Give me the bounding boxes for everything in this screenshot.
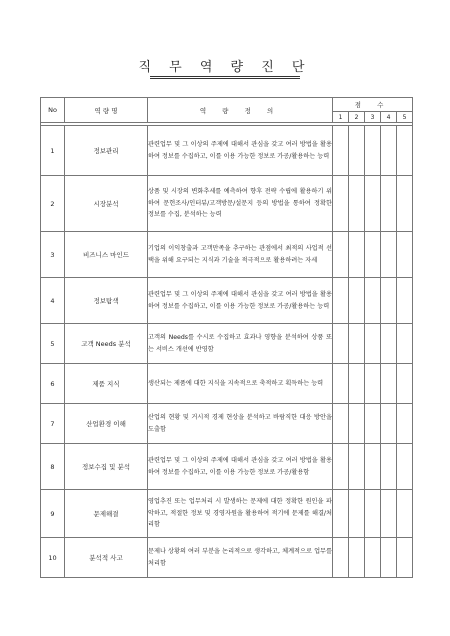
score-cell-1[interactable] bbox=[333, 126, 349, 176]
header-score-level: 5 bbox=[397, 112, 413, 123]
score-cell-4[interactable] bbox=[381, 126, 397, 176]
score-cell-1[interactable] bbox=[333, 176, 349, 232]
score-cell-2[interactable] bbox=[349, 278, 365, 324]
score-cell-1[interactable] bbox=[333, 278, 349, 324]
row-number: 5 bbox=[41, 324, 65, 364]
score-cell-4[interactable] bbox=[381, 176, 397, 232]
row-number: 6 bbox=[41, 364, 65, 404]
title-underline bbox=[150, 76, 300, 77]
score-cell-2[interactable] bbox=[349, 404, 365, 444]
score-cell-2[interactable] bbox=[349, 232, 365, 278]
competency-definition: 생산되는 제품에 대한 지식을 지속적으로 축적하고 획득하는 능력 bbox=[148, 364, 333, 404]
competency-name: 고객 Needs 분석 bbox=[65, 324, 148, 364]
row-number: 8 bbox=[41, 444, 65, 490]
score-cell-3[interactable] bbox=[365, 232, 381, 278]
header-competency-definition: 역 량 정 의 bbox=[148, 98, 333, 123]
score-cell-1[interactable] bbox=[333, 232, 349, 278]
table-row bbox=[41, 232, 413, 278]
score-cell-3[interactable] bbox=[365, 126, 381, 176]
table-row bbox=[41, 404, 413, 444]
score-cell-5[interactable] bbox=[397, 126, 413, 176]
score-cell-1[interactable] bbox=[333, 538, 349, 578]
score-cell-5[interactable] bbox=[397, 404, 413, 444]
score-cell-4[interactable] bbox=[381, 490, 397, 538]
score-cell-2[interactable] bbox=[349, 364, 365, 404]
competency-definition: 산업의 현황 및 거시적 경제 현상을 분석하고 바람직한 대응 방안을 도출함 bbox=[148, 404, 333, 444]
score-cell-1[interactable] bbox=[333, 404, 349, 444]
score-cell-5[interactable] bbox=[397, 176, 413, 232]
score-cell-4[interactable] bbox=[381, 404, 397, 444]
row-number: 4 bbox=[41, 278, 65, 324]
row-number: 9 bbox=[41, 490, 65, 538]
competency-definition: 고객의 Needs를 수시로 수집하고 효과나 영향을 분석하여 상품 또는 서비스 개선에 반영함 bbox=[148, 324, 333, 364]
competency-name: 분석적 사고 bbox=[65, 538, 148, 578]
score-cell-5[interactable] bbox=[397, 444, 413, 490]
score-cell-3[interactable] bbox=[365, 278, 381, 324]
score-cell-5[interactable] bbox=[397, 324, 413, 364]
row-number: 7 bbox=[41, 404, 65, 444]
table-row bbox=[41, 324, 413, 364]
competency-definition: 관련업무 및 그 이상의 주제에 대해서 관심을 갖고 여러 방법을 활용하여 정보를 수집하고, 이를 이용 가능한 정보로 가공/활용하는 능력 bbox=[148, 278, 333, 324]
competency-name: 산업환경 이해 bbox=[65, 404, 148, 444]
score-cell-3[interactable] bbox=[365, 538, 381, 578]
competency-table bbox=[40, 97, 413, 578]
table-row bbox=[41, 538, 413, 578]
competency-definition: 상품 및 시장의 변화추세를 예측하여 향후 전략 수립에 활용하기 위하여 문헌조사/인터뷰/고객방문/설문지 등의 방법을 통하여 정확한 정보를 수집, 분석하는 능력 bbox=[148, 176, 333, 232]
table-row bbox=[41, 126, 413, 176]
header-score-level: 1 bbox=[333, 112, 349, 123]
competency-name: 정보관리 bbox=[65, 126, 148, 176]
row-number: 10 bbox=[41, 538, 65, 578]
score-cell-1[interactable] bbox=[333, 324, 349, 364]
table-row bbox=[41, 278, 413, 324]
score-cell-3[interactable] bbox=[365, 176, 381, 232]
score-cell-4[interactable] bbox=[381, 278, 397, 324]
score-cell-2[interactable] bbox=[349, 324, 365, 364]
score-cell-1[interactable] bbox=[333, 444, 349, 490]
score-cell-3[interactable] bbox=[365, 404, 381, 444]
header-score-level: 2 bbox=[349, 112, 365, 123]
competency-definition: 영업추진 또는 업무처리 시 발생하는 문제에 대한 정확한 원인을 파악하고, 적절한 정보 및 경영자원을 활용하여 적기에 문제를 해결/처리함 bbox=[148, 490, 333, 538]
score-cell-3[interactable] bbox=[365, 324, 381, 364]
score-cell-4[interactable] bbox=[381, 324, 397, 364]
table-row bbox=[41, 490, 413, 538]
score-cell-2[interactable] bbox=[349, 126, 365, 176]
score-cell-5[interactable] bbox=[397, 278, 413, 324]
score-cell-2[interactable] bbox=[349, 444, 365, 490]
score-cell-3[interactable] bbox=[365, 444, 381, 490]
competency-definition: 관련업무 및 그 이상의 주제에 대해서 관심을 갖고 여러 방법을 활용하여 정보를 수집하고, 이를 이용 가능한 정보로 가공/활용함 bbox=[148, 444, 333, 490]
header-score: 점 수 bbox=[333, 98, 413, 112]
score-cell-4[interactable] bbox=[381, 232, 397, 278]
score-cell-4[interactable] bbox=[381, 364, 397, 404]
score-cell-1[interactable] bbox=[333, 364, 349, 404]
page-title: 직 무 역 량 진 단 bbox=[138, 60, 312, 75]
score-cell-2[interactable] bbox=[349, 538, 365, 578]
competency-name: 비즈니스 마인드 bbox=[65, 232, 148, 278]
score-cell-4[interactable] bbox=[381, 444, 397, 490]
competency-name: 정보수집 및 분석 bbox=[65, 444, 148, 490]
score-cell-2[interactable] bbox=[349, 176, 365, 232]
row-number: 1 bbox=[41, 126, 65, 176]
competency-definition: 문제나 상황의 여러 부분을 논리적으로 생각하고, 체계적으로 업무를 처리함 bbox=[148, 538, 333, 578]
header-no: No bbox=[41, 98, 65, 123]
score-cell-5[interactable] bbox=[397, 364, 413, 404]
score-cell-2[interactable] bbox=[349, 490, 365, 538]
competency-name: 문제해결 bbox=[65, 490, 148, 538]
row-number: 2 bbox=[41, 176, 65, 232]
header-score-level: 3 bbox=[365, 112, 381, 123]
competency-name: 시장분석 bbox=[65, 176, 148, 232]
competency-definition: 기업의 이익창출과 고객만족을 추구하는 관점에서 최적의 사업적 선택을 위해 요구되는 지식과 기술을 적극적으로 활용하려는 자세 bbox=[148, 232, 333, 278]
score-cell-5[interactable] bbox=[397, 538, 413, 578]
title-underline-second bbox=[150, 78, 300, 79]
header-score-level: 4 bbox=[381, 112, 397, 123]
score-cell-5[interactable] bbox=[397, 232, 413, 278]
score-cell-5[interactable] bbox=[397, 490, 413, 538]
table-row bbox=[41, 176, 413, 232]
competency-definition: 관련업무 및 그 이상의 주제에 대해서 관심을 갖고 여러 방법을 활용하여 정보를 수집하고, 이를 이용 가능한 정보로 가공/활용하는 능력 bbox=[148, 126, 333, 176]
row-number: 3 bbox=[41, 232, 65, 278]
header-competency-name: 역 량 명 bbox=[65, 98, 148, 123]
table-row bbox=[41, 444, 413, 490]
competency-name: 정보탐색 bbox=[65, 278, 148, 324]
competency-name: 제품 지식 bbox=[65, 364, 148, 404]
score-cell-1[interactable] bbox=[333, 490, 349, 538]
score-cell-4[interactable] bbox=[381, 538, 397, 578]
table-row bbox=[41, 364, 413, 404]
score-cell-3[interactable] bbox=[365, 490, 381, 538]
score-cell-3[interactable] bbox=[365, 364, 381, 404]
